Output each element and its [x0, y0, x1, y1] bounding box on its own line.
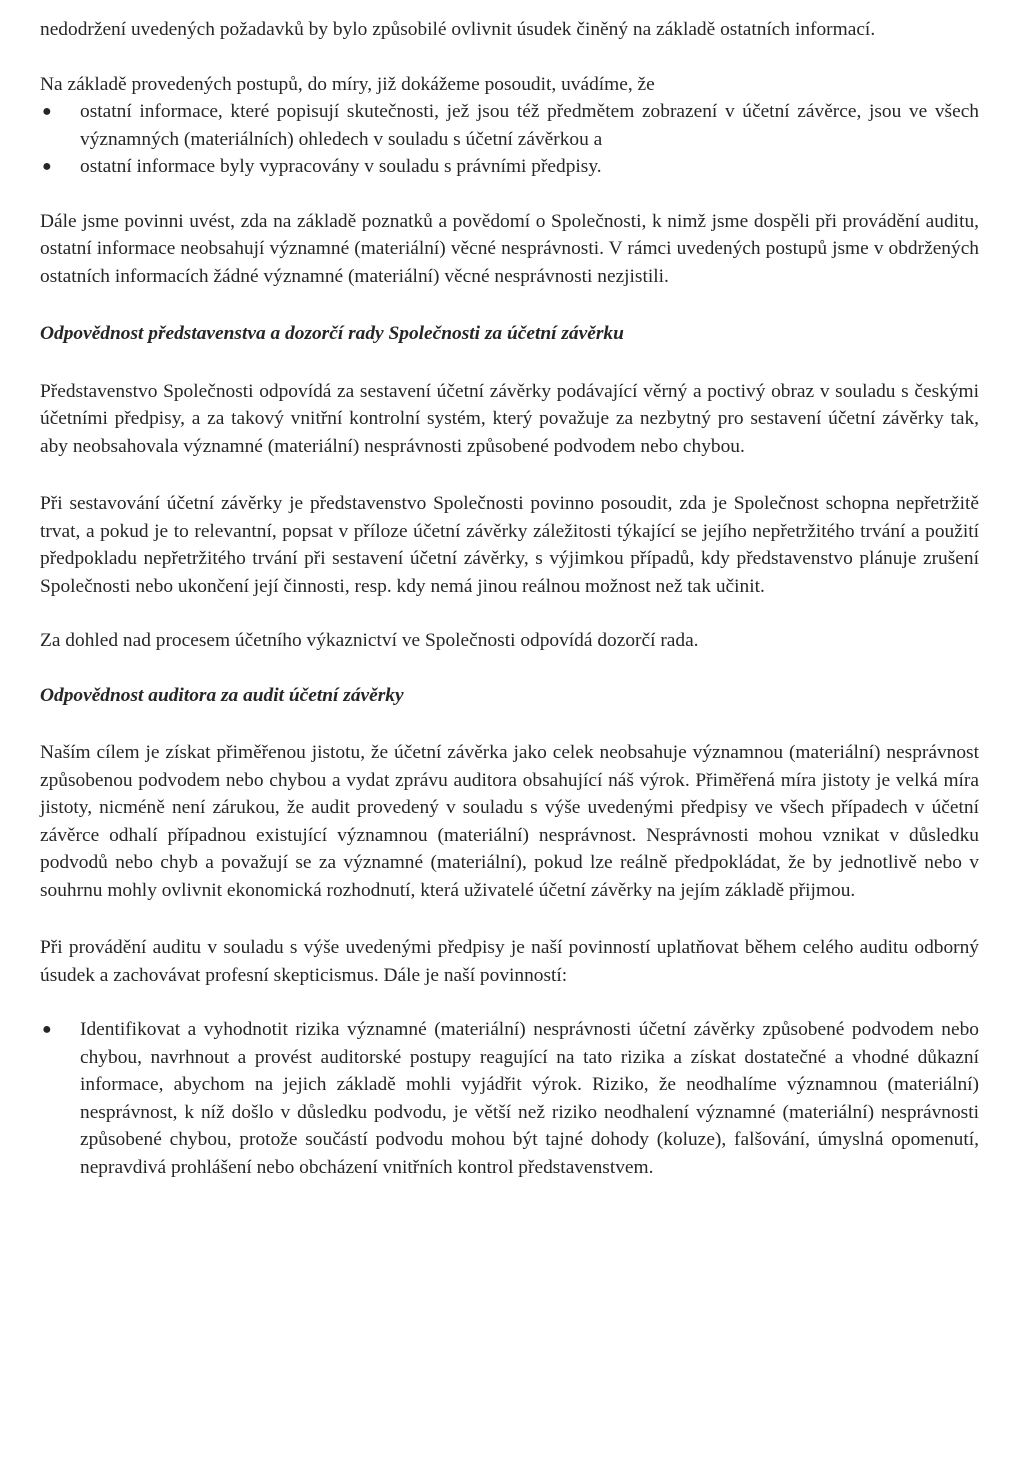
paragraph-material-misstatement: Dále jsme povinni uvést, zda na základě poznatků a povědomí o Společnosti, k nimž jsme dospěli při provádění auditu, ostatní informace neobsahují významné (materiální) věcné nesprávnosti. V rámci uvedených postupů jsme v obdržených ostatních informacích žádné významné (materiální) věcné nesprávnosti nezjistili. — [40, 210, 979, 287]
bullet-icon: ● — [42, 158, 52, 175]
list-item-text: ostatní informace byly vypracovány v souladu s právními předpisy. — [80, 156, 602, 177]
paragraph-continuation: nedodržení uvedených požadavků by bylo způsobilé ovlivnit úsudek činěný na základě ostatních informací. — [40, 19, 876, 40]
paragraph-going-concern: Při sestavování účetní závěrky je představenstvo Společnosti povinno posoudit, zda je Společnost schopna nepřetržitě trvat, a pokud je to relevantní, popsat v příloze účetní závěrky záležitosti týkající se jejího nepřetržitého trvání a použití předpokladu nepřetržitého trvání při sestavení účetní závěrky, s výjimkou případů, kdy představenstvo plánuje zrušení Společnosti nebo ukončení její činnosti, resp. kdy nemá jinou reálnou možnost než tak učinit. — [40, 493, 979, 597]
bullet-list-other-information — [40, 98, 979, 181]
list-item-text: Identifikovat a vyhodnotit rizika významné (materiální) nesprávnosti účetní závěrky způsobené podvodem nebo chybou, navrhnout a provést auditorské postupy reagující na tato rizika a získat dostatečné a vhodné důkazní informace, abychom na jejich základě mohli vyjádřit výrok. Riziko, že neodhalíme významnou (materiální) nesprávnost, k níž došlo v důsledku podvodu, je větší než riziko neodhalení významné (materiální) nesprávnosti způsobené chybou, protože součástí podvodu mohou být tajné dohody (koluze), falšování, úmyslná opomenutí, nepravdivá prohlášení nebo obcházení vnitřních kontrol představenstvem. — [80, 1019, 979, 1178]
bullet-list-auditor-duties — [40, 1016, 979, 1181]
list-item — [40, 98, 979, 153]
list-item — [40, 153, 979, 181]
paragraph-procedures-intro: Na základě provedených postupů, do míry, již dokážeme posoudit, uvádíme, že — [40, 73, 655, 95]
section-heading-board-responsibility: Odpovědnost představenstva a dozorčí rady Společnosti za účetní závěrku — [40, 323, 624, 344]
list-item-text: ostatní informace, které popisují skutečnosti, jež jsou též předmětem zobrazení v účetní závěrce, jsou ve všech významných (materiálních) ohledech v souladu s účetní závěrkou a — [80, 101, 979, 150]
paragraph-board-responsibility: Představenstvo Společnosti odpovídá za sestavení účetní závěrky podávající věrný a poctivý obraz v souladu s českými účetními předpisy, a za takový vnitřní kontrolní systém, který považuje za nezbytný pro sestavení účetní závěrky tak, aby neobsahovala významné (materiální) nesprávnosti způsobené podvodem nebo chybou. — [40, 380, 979, 457]
bullet-icon: ● — [42, 1021, 52, 1038]
list-item — [40, 1016, 979, 1181]
paragraph-supervisory-board: Za dohled nad procesem účetního výkaznictví ve Společnosti odpovídá dozorčí rada. — [40, 630, 699, 651]
paragraph-auditor-duties: Při provádění auditu v souladu s výše uvedenými předpisy je naší povinností uplatňovat během celého auditu odborný úsudek a zachovávat profesní skepticismus. Dále je naší povinností: — [40, 937, 979, 986]
bullet-icon: ● — [42, 103, 52, 120]
section-heading-auditor-responsibility: Odpovědnost auditora za audit účetní závěrky — [40, 684, 404, 706]
paragraph-auditor-objective: Naším cílem je získat přiměřenou jistotu, že účetní závěrka jako celek neobsahuje významnou (materiální) nesprávnost způsobenou podvodem nebo chybou a vydat zprávu auditora obsahující náš výrok. Přiměřená míra jistoty je velká míra jistoty, nicméně není zárukou, že audit provedený v souladu s výše uvedenými předpisy ve všech případech v účetní závěrce odhalí případnou existující významnou (materiální) nesprávnost. Nesprávnosti mohou vznikat v důsledku podvodů nebo chyb a považují se za významné (materiální), pokud lze reálně předpokládat, že by jednotlivě nebo v souhrnu mohly ovlivnit ekonomická rozhodnutí, která uživatelé účetní závěrky na jejím základě přijmou. — [40, 742, 979, 901]
